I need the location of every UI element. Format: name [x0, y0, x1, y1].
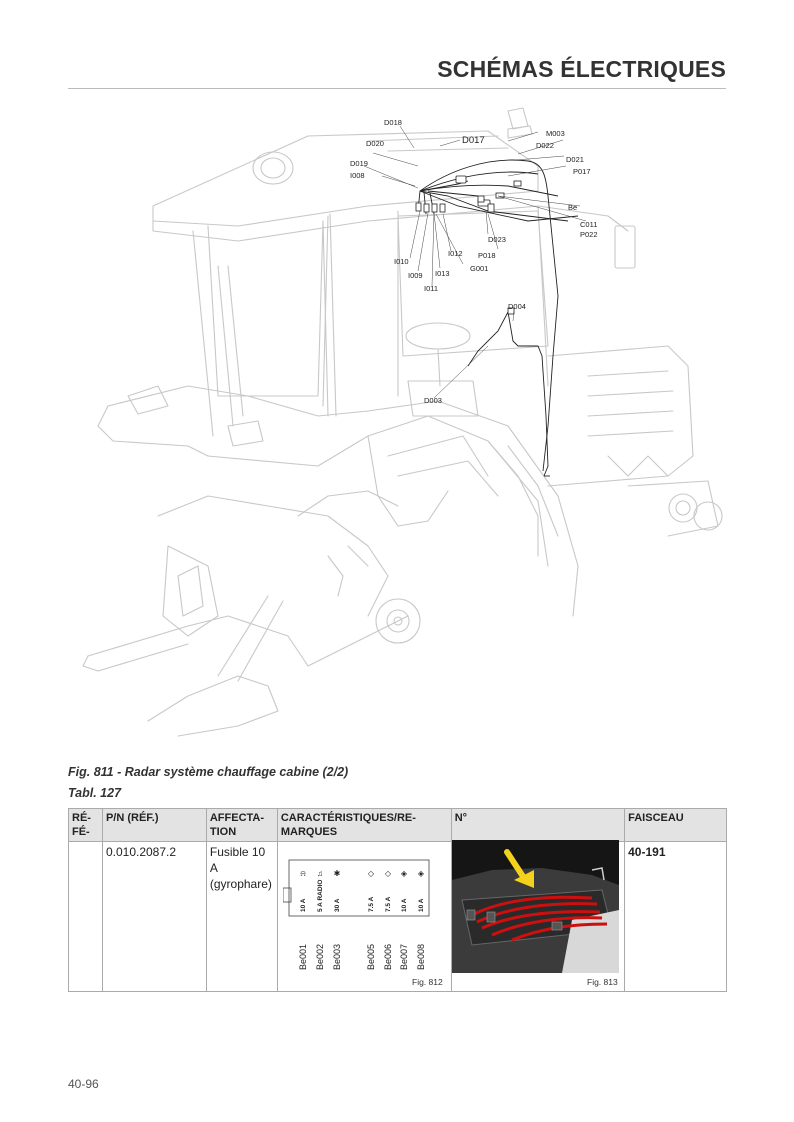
table-cell-affectation: Fusible 10 A (gyrophare)	[206, 842, 277, 992]
diagram-label: I009	[408, 271, 423, 280]
diagram-label: I008	[350, 171, 365, 180]
fuse-box-diagram	[283, 842, 435, 972]
beacon-light-icon: ⍾	[300, 869, 306, 878]
mirror-heat-icon: ◇	[384, 869, 392, 878]
diagram-label: D022	[536, 141, 554, 150]
fuse-rating: 10 A	[401, 898, 408, 912]
page-title: SCHÉMAS ÉLECTRIQUES	[437, 56, 726, 82]
fuse-code: Be002	[315, 943, 325, 970]
diagram-label: P018	[478, 251, 496, 260]
fuse-code: Be001	[298, 943, 308, 970]
table-header: FAISCEAU	[625, 809, 727, 842]
table-cell-ref	[69, 842, 103, 992]
table-header: RÉ-FÉ-	[69, 809, 103, 842]
fuse-rating: 7.5 A	[385, 896, 392, 912]
diagram-label: M003	[546, 129, 565, 138]
diagram-label: I011	[424, 284, 439, 293]
diagram-label: I013	[435, 269, 450, 278]
tractor-cab-diagram	[68, 96, 726, 746]
fig-812-label: Fig. 812	[412, 977, 443, 987]
diagram-label: P017	[573, 167, 591, 176]
fuse-rating: 5 A RADIO	[317, 879, 324, 912]
fig-813-label: Fig. 813	[587, 977, 618, 987]
diagram-label: D021	[566, 155, 584, 164]
work-light-icon: ◈	[400, 869, 408, 878]
fan-icon: ✱	[333, 869, 341, 878]
page-number: 40-96	[68, 1077, 99, 1091]
radio-icon: ♫	[317, 869, 323, 878]
table-header: CARACTÉRISTIQUES/RE-MARQUES	[277, 809, 451, 842]
fuse-code: Be006	[383, 943, 393, 970]
diagram-label: D003	[424, 396, 442, 405]
diagram-label: I010	[394, 257, 409, 266]
diagram-label: D017	[462, 135, 485, 146]
diagram-label: D019	[350, 159, 368, 168]
fuse-code: Be007	[399, 943, 409, 970]
fuse-rating: 10 A	[300, 898, 307, 912]
header-rule	[68, 88, 726, 89]
diagram-label: D004	[508, 302, 526, 311]
fuse-rating: 10 A	[418, 898, 425, 912]
figure-caption: Fig. 811 - Radar système chauffage cabine (2/2)	[68, 765, 349, 779]
work-light-icon: ◈	[417, 869, 425, 878]
mirror-heat-icon: ◇	[367, 869, 375, 878]
fuse-rating: 30 A	[334, 898, 341, 912]
table-caption: Tabl. 127	[68, 786, 122, 800]
table-cell-faisceau: 40-191	[625, 842, 727, 992]
table-header: AFFECTA-TION	[206, 809, 277, 842]
diagram-label: C011	[580, 220, 598, 229]
diagram-label: D020	[366, 139, 384, 148]
diagram-label: I012	[448, 249, 463, 258]
diagram-label: P022	[580, 230, 598, 239]
diagram-label: G001	[470, 264, 489, 273]
diagram-label: D023	[488, 235, 506, 244]
table-cell-pn: 0.010.2087.2	[102, 842, 206, 992]
fuse-code: Be005	[366, 943, 376, 970]
diagram-label: Be	[568, 203, 578, 212]
table-header: P/N (RÉF.)	[102, 809, 206, 842]
fuse-photo	[452, 840, 619, 973]
fuse-code: Be008	[416, 943, 426, 970]
fuse-rating: 7.5 A	[368, 896, 375, 912]
fuse-code: Be003	[332, 943, 342, 970]
diagram-label: D018	[384, 118, 402, 127]
table-header: N°	[451, 809, 624, 842]
